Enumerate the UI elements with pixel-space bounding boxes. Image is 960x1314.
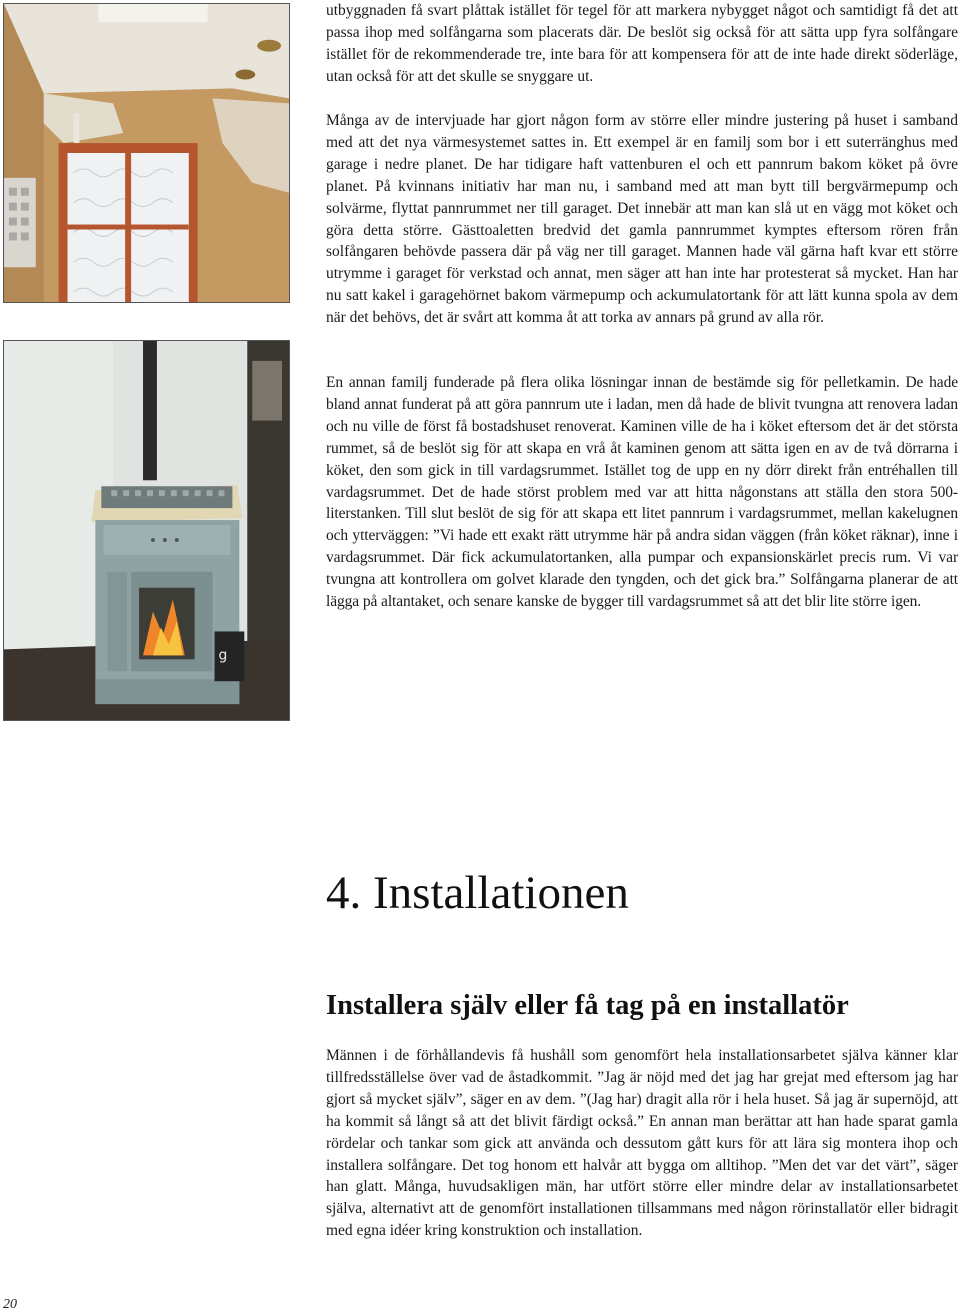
page-number: 20 [3,1297,17,1312]
room-window-image [4,4,289,302]
room-window-photo [3,3,290,303]
chapter-heading: 4. Installationen [326,867,629,919]
pellet-stove-image [4,341,289,720]
body-paragraph-1: utbyggnaden få svart plåttak istället för tegel för att markera nybygget något och samtidigt få det att passa ihop med solfångarna som placerats där. De beslöt sig också för att sätta upp fyra solfångare istället för de rekommenderade tre, inte bara för att kompensera för att de inte hade direkt söderläge, utan också för att det skulle se snyggare ut. [326,2,958,85]
body-paragraph-4: Männen i de förhållandevis få hushåll som genomfört hela installationsarbetet själva känner klar tillfredsställelse över vad de åstadkommit. ”Jag är nöjd med det jag har grejat med eftersom jag har gjort så mycket själv”, säger en av dem. ”(Jag har) dragit alla rör i hela huset. Så jag är supernöjd, att ha kommit så långt så att det blivit färdigt också.” En annan man berättar att han hade sparat gamla rördelar och tankar som gick att använda och dessutom gått kurs för att lära sig montera ihop och installera solfångare. Det tog honom ett halvår att bygga om alltihop. ”Men det var det värt”, säger han glatt. Många, huvudsakligen män, har utfört större eller mindre delar av installationsarbetet själva, alternativt att de genomfört installationen tillsammans med någon rörinstallatör eller bidragit med egna idéer kring konstruktion och installation. [326,1047,958,1240]
body-paragraph-3: En annan familj funderade på flera olika lösningar innan de bestämde sig för pelletkamin. De hade bland annat funderat på att göra pannrum ute i ladan, men då hade de blivit tvungna att renovera ladan och nu ville de först få bostadshuset renoverat. Kaminen ville de ha i köket eftersom det är det största rummet, så de beslöt sig för att skapa en vrå åt kaminen genom att sätta igen en av de två dörrarna i köket, den som gick in till vardagsrummet. Istället tog de upp en ny dörr direkt från entréhallen till vardagsrummet. Det de hade störst problem med var att hitta någonstans att ställa den stora 500-literstanken. Till slut beslöt de sig för att skapa ett litet pannrum i vardagsrummet, mellan kakelugnen och ytterväggen: ”Vi hade ett exakt rätt utrymme här på andra sidan väggen (från köket räknar), inne i vardagsrummet. Där fick ackumulatortanken, alla pumpar och expansionskärlet precis rum. Vi var tvungna att kontrollera om golvet klarade den tyngden, och det gick bra.” Solfångarna planerar de att lägga på altantaket, och senare kanske de bygger till vardagsrummet så att det blir lite större igen. [326,374,958,611]
body-paragraph-2: Många av de intervjuade har gjort någon form av större eller mindre justering på huset i samband med att det nya värmesystemet sattes in. Ett exempel är en familj som bor i ett suterränghus med garage i nedre planet. De har tidigare haft vattenburen el och ett pannrum bakom köket på övre planet. På kvinnans initiativ har man nu, i samband med att man bytt till bergvärmepump och solvärme, flyttat pannrummet ner till garaget. Det innebär att man kan slå ut en vägg mot köket och göra detta större. Gästtoaletten bredvid det gamla pannrummet kymptes eftersom rören från solfångaren behövde passera där på väg ner till garaget. Mannen hade väl gärna haft kvar ett större utrymme i garaget för verkstad och annat, men säger att han inte har protesterat så mycket. Han har nu satt kakel i garagehörnet bakom värmepump och ackumulatortank för att lätt kunna spola av dem när det behövs, det är svårt att komma åt att torka av annars på grund av alla rör. [326,112,958,327]
pellet-stove-photo [3,340,290,721]
svg-text:g: g [218,647,228,664]
section-heading: Installera själv eller få tag på en installatör [326,990,849,1021]
